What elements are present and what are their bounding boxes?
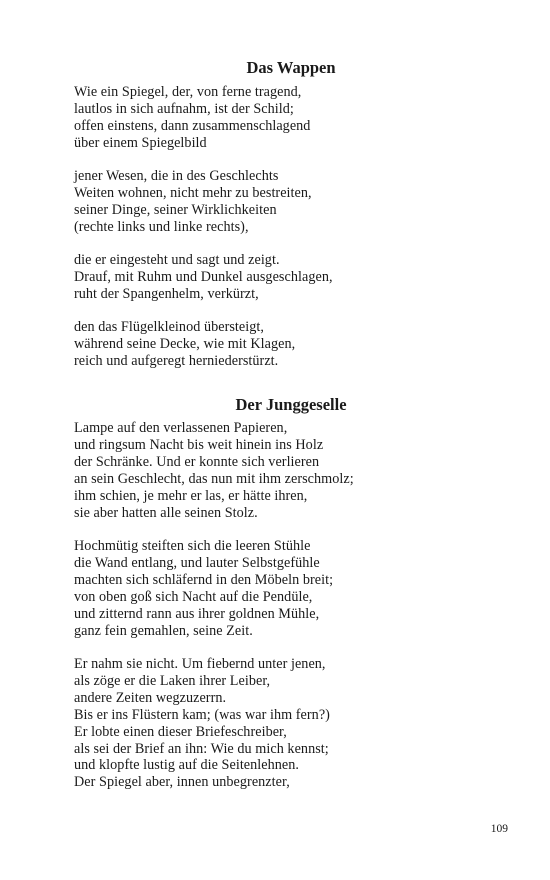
- verse-line: sie aber hatten alle seinen Stolz.: [74, 504, 258, 521]
- verse-line: reich und aufgeregt herniederstürzt.: [74, 352, 279, 369]
- verse-line: während seine Decke, wie mit Klagen,: [74, 335, 296, 352]
- poem-title-das-wappen: Das Wappen: [246, 58, 336, 77]
- verse-line: und ringsum Nacht bis weit hinein ins Holz: [74, 436, 324, 453]
- verse-line: der Schränke. Und er konnte sich verlieren: [74, 453, 320, 470]
- verse-line: ganz fein gemahlen, seine Zeit.: [74, 622, 253, 639]
- stanza: [74, 168, 312, 236]
- verse-line: und zitternd rann aus ihrer goldnen Mühle,: [74, 605, 320, 622]
- verse-line: als sei der Brief an ihn: Wie du mich kennst;: [74, 740, 329, 757]
- stanza: [74, 319, 295, 370]
- verse-line: den das Flügelkleinod übersteigt,: [74, 319, 264, 335]
- verse-line: Er lobte einen dieser Briefeschreiber,: [74, 723, 287, 740]
- verse-line: Wie ein Spiegel, der, von ferne tragend,: [74, 84, 302, 100]
- verse-line: (rechte links und linke rechts),: [74, 218, 249, 235]
- poem-title-der-junggeselle: Der Junggeselle: [235, 395, 347, 414]
- verse-line: seiner Dinge, seiner Wirklichkeiten: [74, 201, 277, 218]
- verse-line: an sein Geschlecht, das nun mit ihm zerschmolz;: [74, 470, 354, 487]
- stanza: [74, 84, 310, 152]
- verse-line: und klopfte lustig auf die Seitenlehnen.: [74, 757, 300, 774]
- verse-line: Drauf, mit Ruhm und Dunkel ausgeschlagen,: [74, 268, 333, 285]
- verse-line: Bis er ins Flüstern kam; (was war ihm fern?): [74, 706, 330, 723]
- verse-line: ruht der Spangenhelm, verkürzt,: [74, 285, 259, 302]
- verse-line: machten sich schläfernd in den Möbeln breit;: [74, 571, 334, 588]
- stanza: [74, 252, 333, 303]
- verse-line: jener Wesen, die in des Geschlechts: [74, 168, 279, 184]
- verse-line: die Wand entlang, und lauter Selbstgefühle: [74, 554, 320, 571]
- verse-line: Lampe auf den verlassenen Papieren,: [74, 420, 288, 436]
- verse-line: als zöge er die Laken ihrer Leiber,: [74, 672, 271, 689]
- verse-line: Der Spiegel aber, innen unbegrenzter,: [74, 774, 290, 791]
- verse-line: von oben goß sich Nacht auf die Pendüle,: [74, 588, 313, 605]
- stanza: [74, 538, 333, 639]
- verse-line: Hochmütig steiften sich die leeren Stühle: [74, 538, 311, 554]
- page-number: 109: [490, 823, 508, 835]
- verse-line: die er eingesteht und sagt und zeigt.: [74, 252, 280, 268]
- verse-line: ihm schien, je mehr er las, er hätte ihren,: [74, 487, 308, 504]
- verse-line: andere Zeiten wegzuzerrn.: [74, 689, 227, 706]
- verse-line: lautlos in sich aufnahm, ist der Schild;: [74, 100, 294, 117]
- verse-line: offen einstens, dann zusammenschlagend: [74, 117, 311, 134]
- verse-line: Er nahm sie nicht. Um fiebernd unter jenen,: [74, 656, 326, 672]
- stanza: [74, 656, 330, 791]
- verse-line: über einem Spiegelbild: [74, 134, 207, 151]
- verse-line: Weiten wohnen, nicht mehr zu bestreiten,: [74, 184, 312, 201]
- stanza: [74, 420, 354, 521]
